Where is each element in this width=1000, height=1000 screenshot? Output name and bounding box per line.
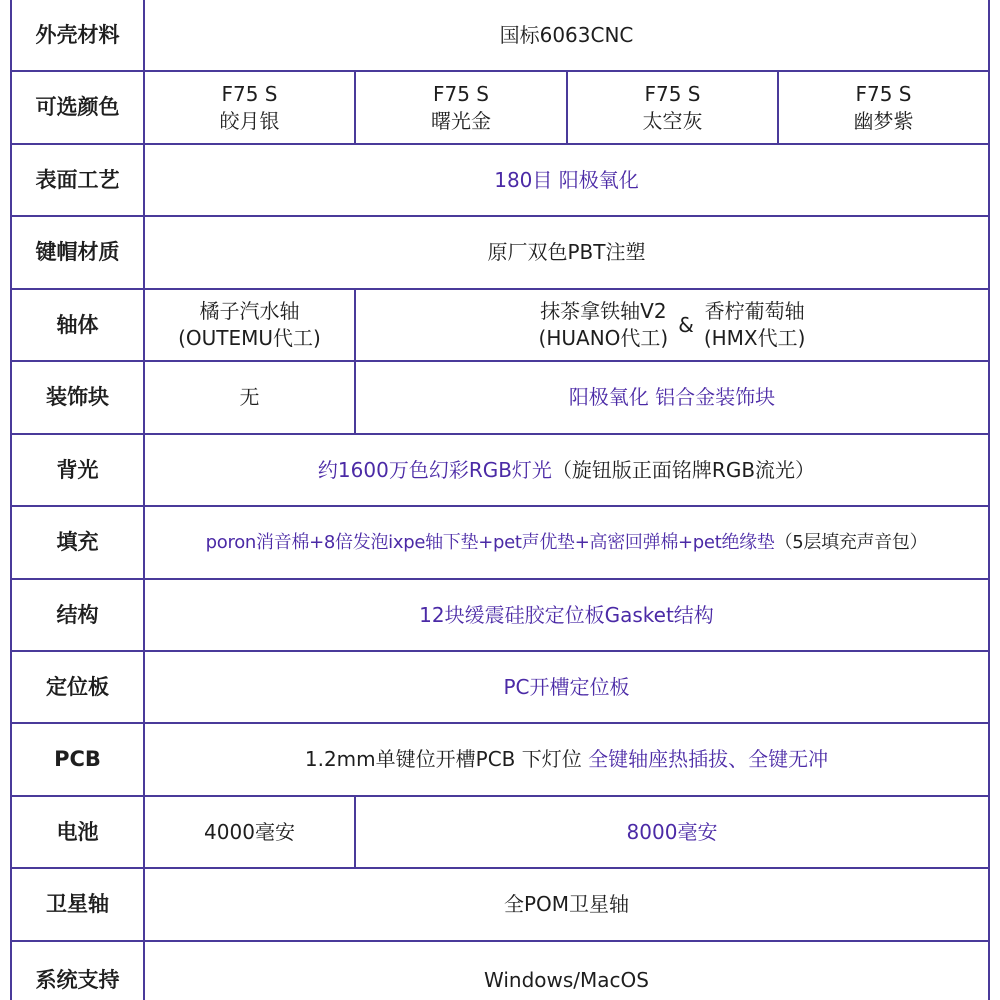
value-plate: PC开槽定位板 <box>503 674 630 699</box>
backlight-note: （旋钮版正面铭牌RGB流光） <box>551 457 816 482</box>
color-model: F75 S <box>432 81 489 106</box>
pcb-features: 全键轴座热插拔、全键无冲 <box>588 747 829 771</box>
label-shell: 外壳材料 <box>35 22 120 47</box>
switch-name: 抹茶拿铁轴V2 <box>540 299 667 323</box>
label-fill: 填充 <box>56 530 99 554</box>
value-backlight <box>145 435 988 505</box>
label-colors: 可选颜色 <box>35 95 120 119</box>
value-battery-a: 4000毫安 <box>204 819 295 844</box>
value-stab: 全POM卫星轴 <box>503 892 630 916</box>
fill-main: poron消音棉+8倍发泡ixpe轴下垫+pet声优垫+高密回弹棉+pet绝缘垫 <box>205 532 775 553</box>
switch-name: 橘子汽水轴 <box>199 299 300 323</box>
value-surface: 180目 阳极氧化 <box>494 167 639 192</box>
color-model: F75 S <box>644 81 701 106</box>
label-plate: 定位板 <box>46 674 109 699</box>
value-deco-a: 无 <box>239 385 260 409</box>
label-keycap: 键帽材质 <box>35 240 120 264</box>
color-option <box>145 72 354 143</box>
switch-option-bc <box>356 290 988 360</box>
backlight-main: 约1600万色幻彩RGB灯光 <box>317 457 552 482</box>
outer-border-right <box>988 0 990 1000</box>
label-structure: 结构 <box>56 602 99 627</box>
switch-maker: (HUANO代工) <box>538 326 669 350</box>
color-model: F75 S <box>855 81 912 106</box>
color-model: F75 S <box>221 81 278 106</box>
value-os: Windows/MacOS <box>484 967 649 992</box>
color-name: 幽梦紫 <box>853 108 914 133</box>
value-keycap: 原厂双色PBT注塑 <box>487 240 646 264</box>
label-surface: 表面工艺 <box>35 167 120 192</box>
label-battery: 电池 <box>56 819 99 844</box>
color-option <box>568 72 777 143</box>
color-name: 曙光金 <box>431 108 491 133</box>
value-deco-b: 阳极氧化 铝合金装饰块 <box>568 385 776 409</box>
color-name: 皎月银 <box>219 108 280 133</box>
switch-option-a <box>145 290 354 360</box>
value-shell: 国标6063CNC <box>499 22 634 47</box>
label-deco: 装饰块 <box>46 385 109 409</box>
switch-option-b <box>539 298 669 352</box>
label-backlight: 背光 <box>56 457 99 482</box>
value-pcb <box>145 724 988 795</box>
label-stab: 卫星轴 <box>46 892 109 916</box>
switch-maker: (HMX代工) <box>703 326 806 350</box>
switch-maker: (OUTEMU代工) <box>178 326 321 350</box>
value-fill <box>145 507 988 578</box>
switch-name: 香柠葡萄轴 <box>704 299 805 323</box>
label-os: 系统支持 <box>35 967 120 992</box>
switch-ampersand: & <box>678 312 694 337</box>
switch-option-c <box>704 298 806 352</box>
color-option <box>779 72 988 143</box>
color-option <box>356 72 566 143</box>
value-structure: 12块缓震硅胶定位板Gasket结构 <box>419 602 714 627</box>
color-name: 太空灰 <box>642 108 703 133</box>
label-switch: 轴体 <box>56 312 99 337</box>
value-battery-b: 8000毫安 <box>626 819 718 844</box>
label-pcb: PCB <box>54 747 101 771</box>
fill-note: （5层填充声音包） <box>774 532 928 553</box>
pcb-main: 1.2mm单键位开槽PCB 下灯位 <box>304 747 589 771</box>
